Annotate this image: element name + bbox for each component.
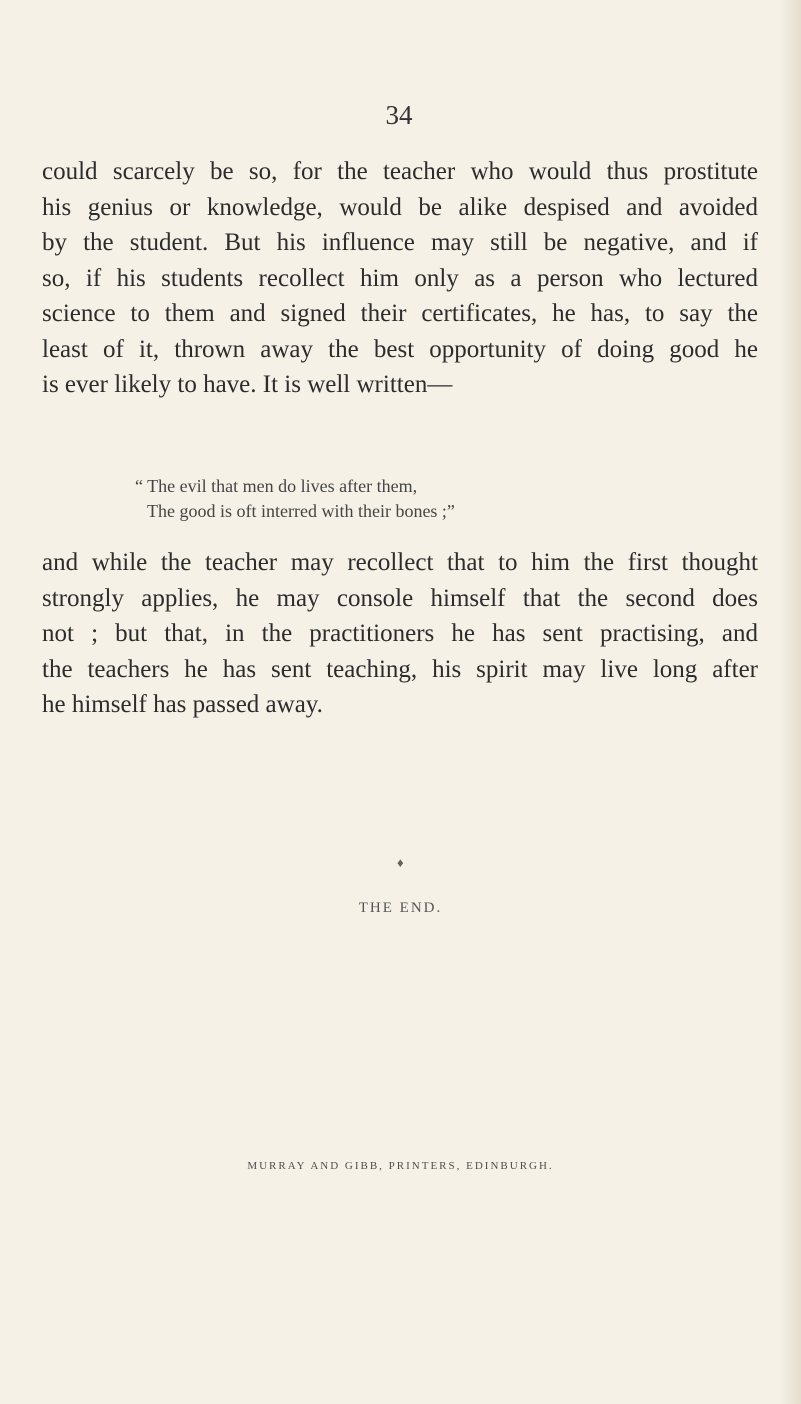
- page-edge-shadow: [779, 0, 801, 1404]
- paragraph-body-2: [42, 545, 758, 723]
- text-line: is ever likely to have. It is well written—: [42, 371, 453, 398]
- paragraph-body-1: [42, 154, 758, 403]
- the-end-heading: THE END.: [358, 900, 443, 916]
- text-line: he himself has passed away.: [42, 691, 323, 718]
- ornament-mark: ♦: [397, 855, 404, 870]
- text-line: the teachers he has sent teaching, his spirit may live long after: [42, 655, 758, 683]
- page-number: 34: [385, 100, 413, 130]
- text-line: least of it, thrown away the best opportunity of doing good he: [42, 335, 758, 363]
- text-line: strongly applies, he may console himself that the second does: [42, 584, 758, 612]
- text-line: so, if his students recollect him only as a person who lectured: [42, 264, 758, 292]
- text-line: not ; but that, in the practitioners he has sent practising, and: [42, 620, 758, 647]
- text-line: and while the teacher may recollect that to him the first thought: [42, 549, 758, 576]
- text-line: his genius or knowledge, would be alike despised and avoided: [42, 193, 758, 221]
- text-line: science to them and signed their certificates, he has, to say the: [42, 300, 758, 327]
- text-line: by the student. But his influence may still be negative, and if: [42, 229, 758, 256]
- printer-colophon: MURRAY AND GIBB, PRINTERS, EDINBURGH.: [247, 1160, 554, 1172]
- quotation-block: [135, 474, 455, 524]
- quotation-line: The good is oft interred with their bones ;”: [147, 501, 455, 521]
- text-line: could scarcely be so, for the teacher who would thus prostitute: [42, 158, 758, 185]
- quotation-line: “ The evil that men do lives after them,: [135, 476, 418, 496]
